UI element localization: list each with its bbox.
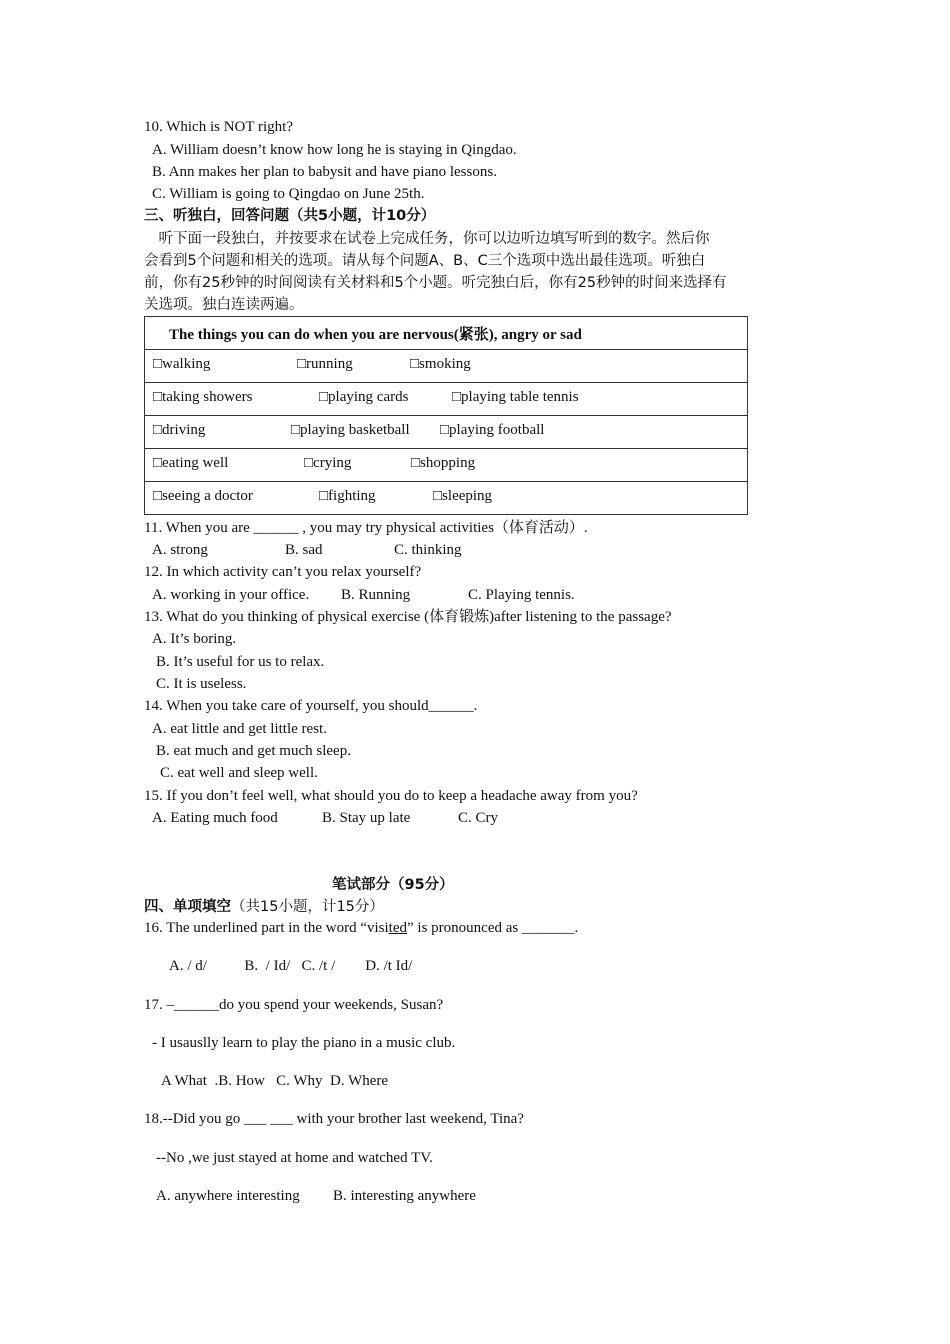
section3-intro-line: 前，你有25秒钟的时间阅读有关材料和5个小题。听完独白后，你有25秒钟的时间来选择有 [144,275,727,291]
q14-stem: 14. When you take care of yourself, you should______. [144,698,478,714]
section4-title-rest: （共15小题，计15分） [231,899,384,915]
table-cell: □running [297,356,353,372]
table-cell: □shopping [411,455,476,471]
q16-options: A. / d/ B. / Id/ C. /t / D. /t Id/ [169,958,413,974]
table-cell: □playing cards [319,389,409,405]
section3-title: 三、听独白，回答问题（共5小题，计10分） [144,208,436,224]
table-cell: □driving [153,422,206,438]
table-cell: □sleeping [433,488,493,504]
table-row [145,416,748,449]
things-table [144,316,748,515]
table-cell: □seeing a doctor [153,488,253,504]
q16-underlined-part: ted [388,920,407,936]
table-header-row [145,317,748,350]
q18-option-a: A. anywhere interesting [156,1188,300,1204]
q12-option-b: B. Running [341,587,411,603]
q13-option-c: C. It is useless. [156,676,247,692]
q14-option-a: A. eat little and get little rest. [152,721,327,737]
q13-stem: 13. What do you thinking of physical exercise (体育锻炼)after listening to the passage? [144,609,672,625]
q12-stem: 12. In which activity can’t you relax yourself? [144,564,422,580]
q14-option-b: B. eat much and get much sleep. [156,743,351,759]
q10-option-b: B. Ann makes her plan to babysit and have piano lessons. [152,164,497,180]
section4-title [144,897,384,917]
q15-option-b: B. Stay up late [322,810,411,826]
section3-intro-line: 关选项。独白连读两遍。 [144,297,304,313]
q15-stem: 15. If you don’t feel well, what should you do to keep a headache away from you? [144,788,638,804]
table-cell: □walking [153,356,211,372]
q11-stem: 11. When you are ______ , you may try physical activities（体育活动）. [144,520,588,536]
table-cell: □playing table tennis [452,389,579,405]
table-row [145,350,748,383]
section3-intro-line: 听下面一段独白，并按要求在试卷上完成任务，你可以边听边填写听到的数字。然后你 [144,231,710,247]
table-cell: □crying [304,455,352,471]
q16-stem [144,918,578,938]
table-cell: □taking showers [153,389,253,405]
written-part-title: 笔试部分（95分） [332,877,454,893]
section4-title-bold: 四、单项填空 [144,899,231,915]
q16-stem-pre: 16. The underlined part in the word “visi [144,920,389,936]
q15-option-c: C. Cry [458,810,499,826]
q11-option-b: B. sad [285,542,323,558]
q10-option-a: A. William doesn’t know how long he is staying in Qingdao. [152,142,517,158]
q17-stem: 17. –______do you spend your weekends, Susan? [144,997,444,1013]
table-cell: □playing basketball [291,422,410,438]
table-cell: □eating well [153,455,229,471]
q16-stem-post: ” is pronounced as _______. [407,920,579,936]
table-row [145,482,748,515]
q13-option-b: B. It’s useful for us to relax. [156,654,325,670]
table-row [145,449,748,482]
q11-option-a: A. strong [152,542,208,558]
q12-option-a: A. working in your office. [152,587,310,603]
q18-stem: 18.--Did you go ___ ___ with your brother last weekend, Tina? [144,1111,524,1127]
q18-reply: --No ,we just stayed at home and watched TV. [156,1150,433,1166]
q10-option-c: C. William is going to Qingdao on June 25th. [152,186,425,202]
table-cell: □smoking [410,356,471,372]
q11-option-c: C. thinking [394,542,462,558]
table-row [145,383,748,416]
q14-option-c: C. eat well and sleep well. [160,765,318,781]
section3-intro-line: 会看到5个问题和相关的选项。请从每个问题A、B、C三个选项中选出最佳选项。听独白 [144,253,706,269]
q10-stem: 10. Which is NOT right? [144,119,294,135]
table-cell: □playing football [440,422,545,438]
table-cell: □fighting [319,488,376,504]
q17-reply: - I usauslly learn to play the piano in a music club. [152,1035,456,1051]
table-header: The things you can do when you are nervous(紧张), angry or sad [145,317,748,350]
q13-option-a: A. It’s boring. [152,631,237,647]
q12-option-c: C. Playing tennis. [468,587,575,603]
q18-option-b: B. interesting anywhere [333,1188,476,1204]
q17-options: A What .B. How C. Why D. Where [161,1073,389,1089]
q15-option-a: A. Eating much food [152,810,278,826]
